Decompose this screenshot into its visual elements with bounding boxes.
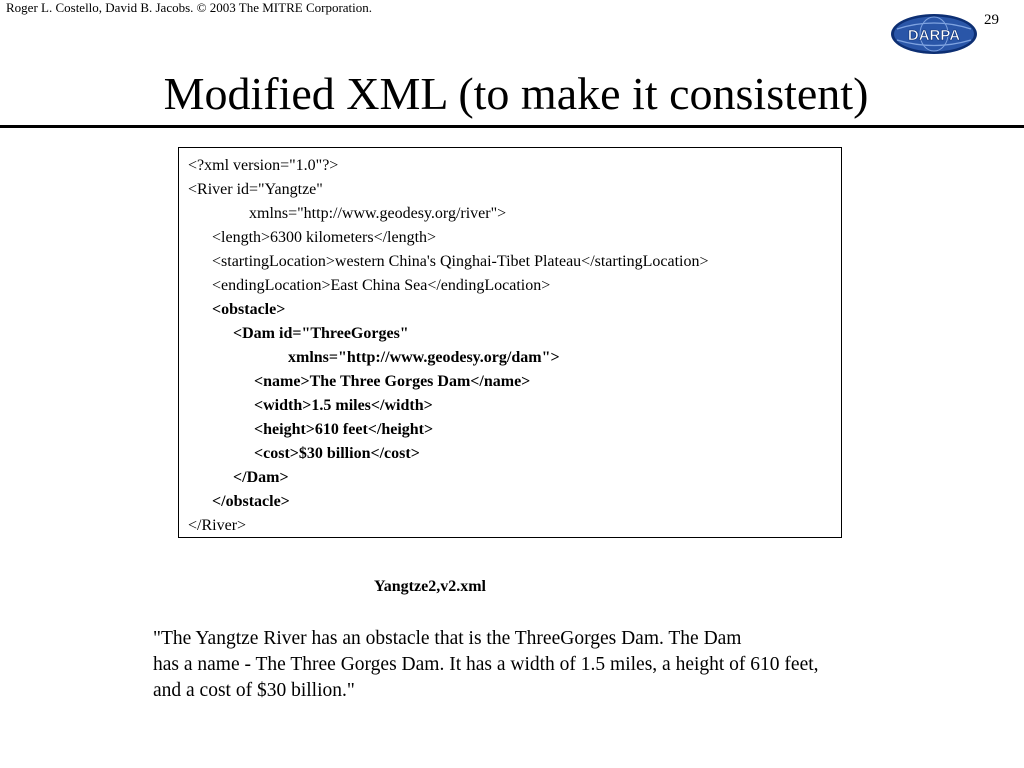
code-line: </Dam> — [233, 469, 289, 486]
code-line: xmlns="http://www.geodesy.org/river"> — [249, 205, 507, 222]
code-line: <width>1.5 miles</width> — [254, 397, 433, 414]
code-line: <endingLocation>East China Sea</endingLocation> — [212, 277, 551, 294]
title-divider — [0, 125, 1024, 128]
darpa-logo — [889, 13, 979, 55]
code-line: <obstacle> — [212, 301, 286, 318]
description-line: "The Yangtze River has an obstacle that is the ThreeGorges Dam. The Dam — [153, 628, 742, 649]
code-line: <?xml version="1.0"?> — [188, 157, 339, 174]
description-quote — [153, 626, 973, 704]
xml-code-box — [178, 147, 842, 538]
code-line: <River id="Yangtze" — [188, 181, 323, 198]
code-line: xmlns="http://www.geodesy.org/dam"> — [288, 349, 560, 366]
file-name-caption: Yangtze2,v2.xml — [374, 578, 486, 595]
logo-text: DARPA — [907, 27, 961, 44]
code-line: <cost>$30 billion</cost> — [254, 445, 420, 462]
code-line: <length>6300 kilometers</length> — [212, 229, 437, 246]
page-number: 29 — [984, 12, 999, 28]
code-line: </obstacle> — [212, 493, 290, 510]
code-line: </River> — [188, 517, 247, 534]
copyright-notice: Roger L. Costello, David B. Jacobs. © 2003 The MITRE Corporation. — [6, 0, 373, 15]
code-line: <height>610 feet</height> — [254, 421, 434, 438]
code-line: <name>The Three Gorges Dam</name> — [254, 373, 531, 390]
description-line: has a name - The Three Gorges Dam. It has a width of 1.5 miles, a height of 610 feet, — [153, 654, 819, 675]
code-line: <Dam id="ThreeGorges" — [233, 325, 409, 342]
description-line: and a cost of $30 billion." — [153, 680, 355, 701]
code-line: <startingLocation>western China's Qinghai-Tibet Plateau</startingLocation> — [212, 253, 709, 270]
slide-title: Modified XML (to make it consistent) — [163, 68, 869, 119]
